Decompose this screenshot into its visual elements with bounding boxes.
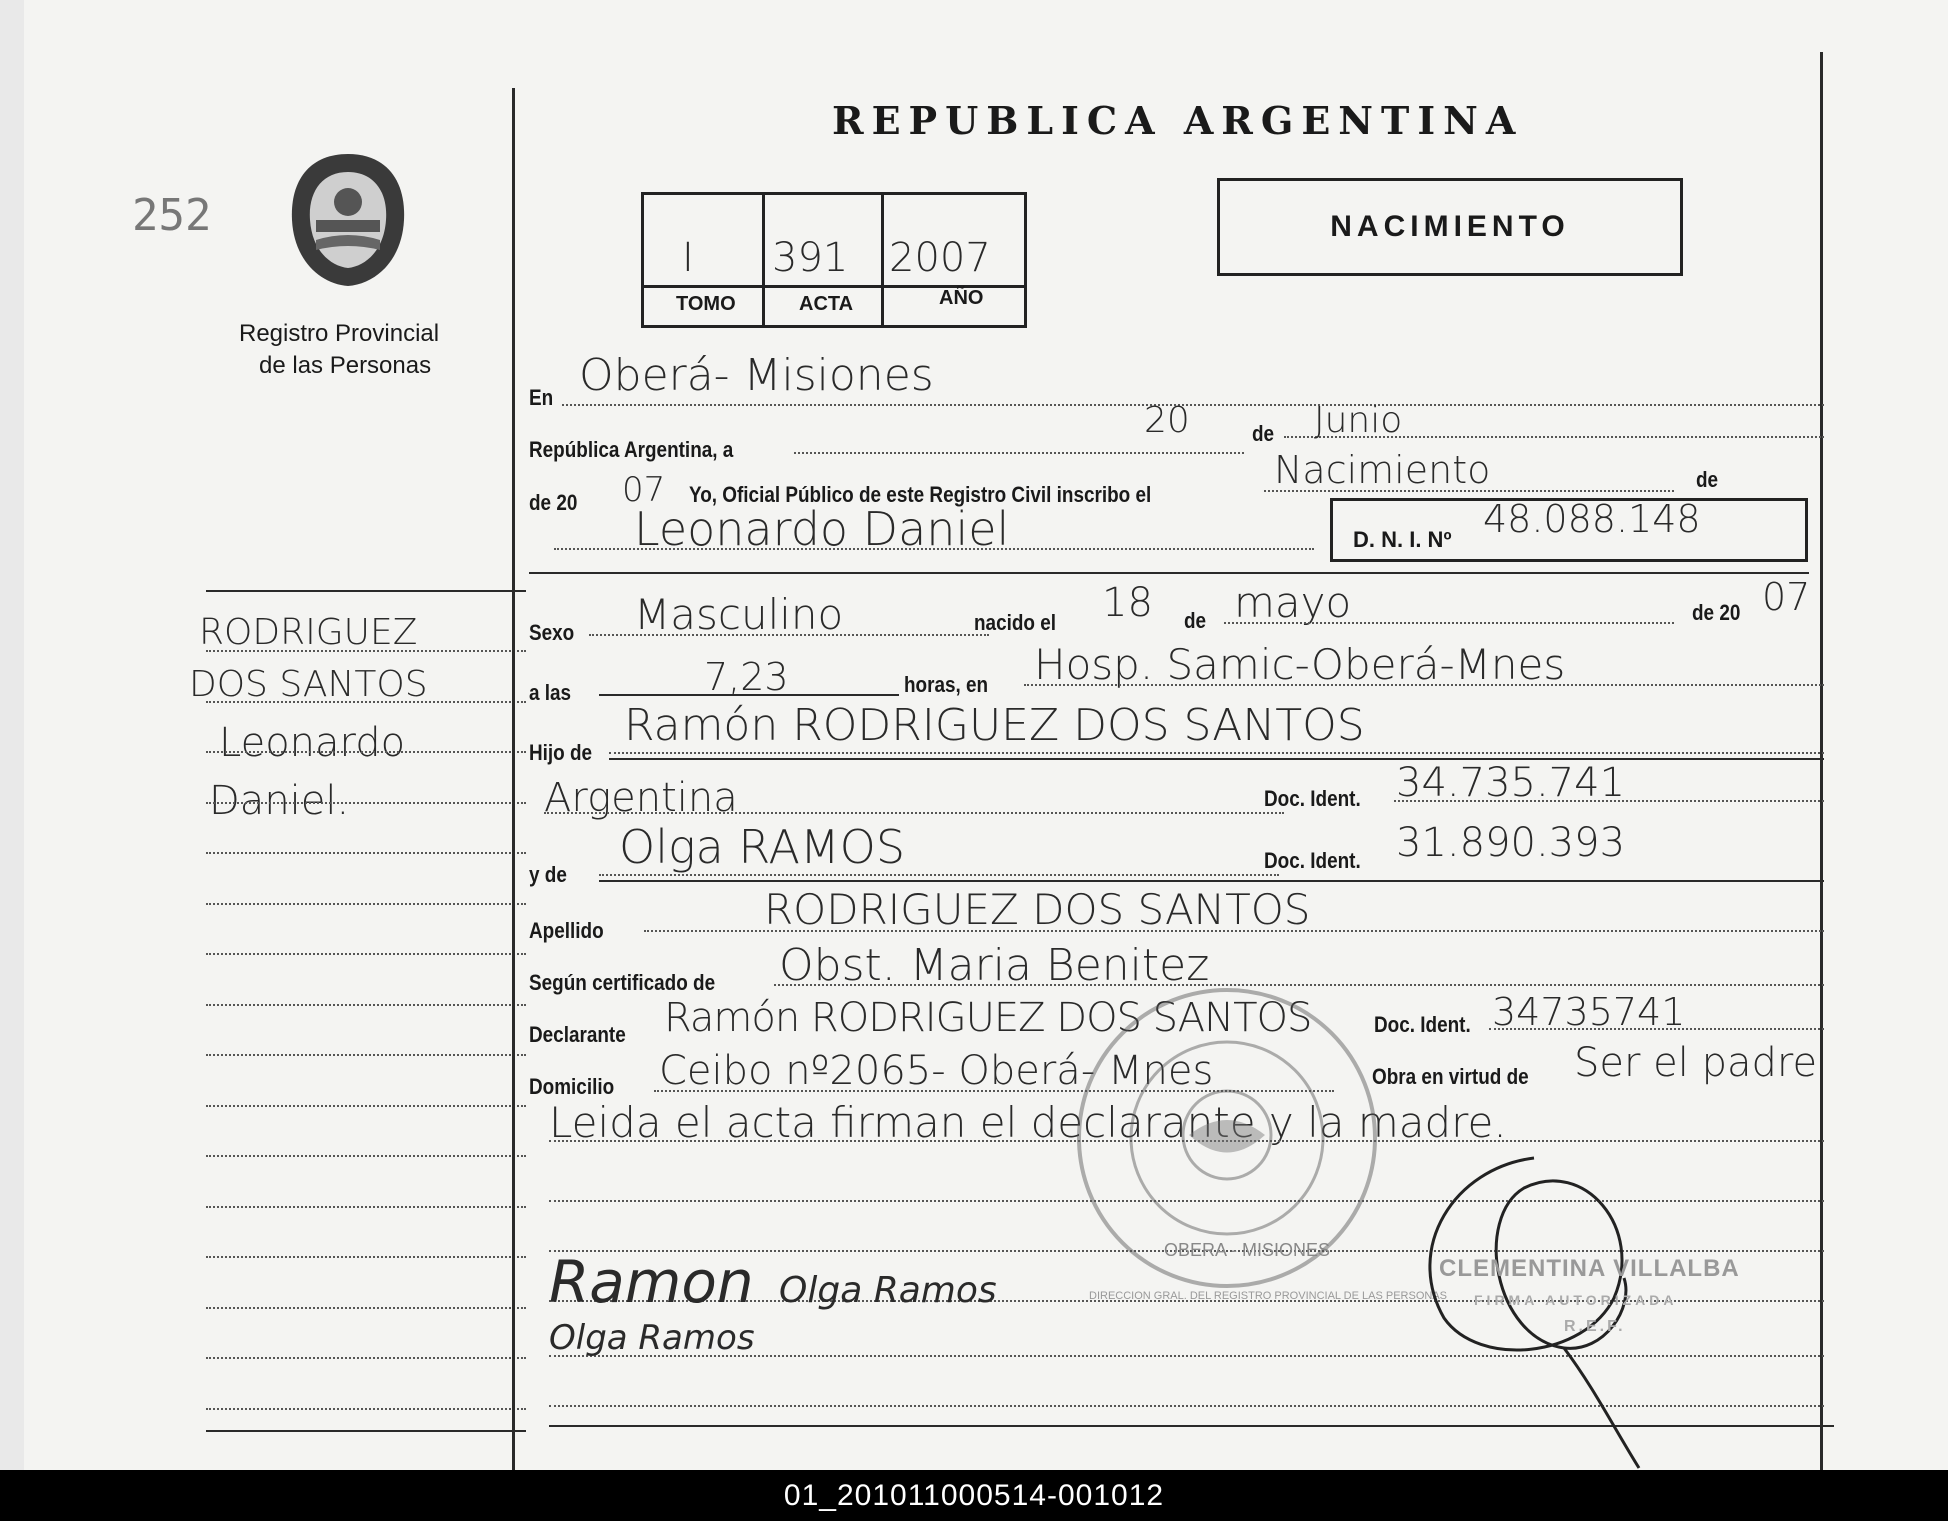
- label-de-nac: de: [1184, 608, 1207, 633]
- acta-label: ACTA: [799, 293, 854, 315]
- official-name: CLEMENTINA VILLALBA: [1439, 1255, 1740, 1282]
- margin-name-4: Daniel.: [209, 778, 350, 824]
- right-border: [1820, 52, 1823, 1470]
- caption-text: 01_201011000514-001012: [783, 1478, 1165, 1512]
- margin-dotted-line: [206, 1307, 526, 1309]
- registry-line-2: de las Personas: [259, 352, 432, 379]
- tomo-label: TOMO: [676, 293, 736, 315]
- value-lugar: Oberá- Misiones: [579, 350, 934, 401]
- label-hijo: Hijo de: [529, 740, 593, 765]
- label-declarante: Declarante: [529, 1022, 626, 1047]
- margin-dotted-line: [206, 953, 526, 955]
- record-type: NACIMIENTO: [1330, 210, 1570, 243]
- value-certificado: Obst. Maria Benitez: [779, 940, 1210, 991]
- label-yde: y de: [529, 862, 567, 887]
- signature-2: Olga Ramos: [779, 1270, 997, 1311]
- margin-dotted-line: [206, 802, 526, 804]
- label-obra: Obra en virtud de: [1372, 1064, 1529, 1089]
- value-nac-mes: mayo: [1234, 578, 1352, 627]
- official-role: FIRMA AUTORIZADA: [1474, 1292, 1678, 1308]
- signature-3: Olga Ramos: [549, 1318, 755, 1358]
- value-dia: 20: [1144, 400, 1190, 441]
- record-number-box: [641, 192, 1027, 328]
- label-doc-madre: Doc. Ident.: [1264, 848, 1361, 873]
- margin-dotted-line: [206, 1004, 526, 1006]
- label-nacido: nacido el: [974, 610, 1057, 635]
- value-apellido: RODRIGUEZ DOS SANTOS: [764, 885, 1311, 934]
- value-nota: Leida el acta firman el declarante y la madre.: [549, 1098, 1507, 1147]
- tomo-value: I: [682, 235, 694, 281]
- record-type-box: [1217, 178, 1683, 276]
- label-dni: D. N. I. Nº: [1353, 527, 1452, 552]
- label-sexo: Sexo: [529, 620, 575, 645]
- stamp-outer-text: DIRECCION GRAL. DEL REGISTRO PROVINCIAL DE LAS PERSONAS: [1089, 1290, 1447, 1302]
- margin-dotted-line: [206, 1054, 526, 1056]
- label-en: En: [529, 385, 554, 410]
- value-madre: Olga RAMOS: [619, 820, 906, 874]
- margin-dotted-line: [206, 1206, 526, 1208]
- label-doc-padre: Doc. Ident.: [1264, 786, 1361, 811]
- acta-value: 391: [772, 235, 849, 281]
- margin-dotted-line: [206, 1256, 526, 1258]
- value-madre-doc: 31.890.393: [1396, 820, 1626, 866]
- label-horas: horas, en: [904, 672, 989, 697]
- margin-dotted-line: [206, 1408, 526, 1410]
- label-de-20-nac: de 20: [1692, 600, 1741, 625]
- value-padre-doc: 34.735.741: [1396, 760, 1626, 806]
- value-nombre: Leonardo Daniel: [634, 502, 1010, 556]
- signature-1: Ramon: [549, 1248, 754, 1316]
- margin-name-3: Leonardo: [219, 720, 406, 766]
- registry-line-1: Registro Provincial: [239, 320, 440, 347]
- margin-dotted-line: [206, 903, 526, 905]
- label-republica: República Argentina, a: [529, 437, 734, 462]
- page-number: 252: [132, 190, 212, 241]
- value-virtud: Ser el padre: [1574, 1040, 1818, 1086]
- label-de-20: de 20: [529, 490, 578, 515]
- registry-seal: [286, 150, 410, 290]
- value-lugar-nac: Hosp. Samic-Oberá-Mnes: [1034, 640, 1566, 689]
- column-divider: [512, 88, 515, 1470]
- anio-label: AÑO: [939, 287, 984, 309]
- margin-dotted-line: [206, 650, 526, 652]
- official-code: R.E.F.: [1564, 1318, 1626, 1335]
- label-doc-declarante: Doc. Ident.: [1374, 1012, 1471, 1037]
- margin-dotted-line: [206, 1105, 526, 1107]
- value-nac-dia: 18: [1102, 580, 1153, 626]
- label-segun: Según certificado de: [529, 970, 716, 995]
- anio-value: 2007: [889, 235, 991, 281]
- value-declarante: Ramón RODRIGUEZ DOS SANTOS: [664, 995, 1312, 1041]
- value-nac-anio: 07: [1762, 575, 1811, 619]
- margin-name-1: RODRIGUEZ: [199, 612, 418, 653]
- label-domicilio: Domicilio: [529, 1074, 615, 1099]
- document-title: REPUBLICA ARGENTINA: [832, 98, 1524, 143]
- value-declarante-doc: 34735741: [1492, 990, 1686, 1034]
- value-sexo: Masculino: [634, 590, 844, 639]
- value-tipo: Nacimiento: [1274, 448, 1491, 492]
- value-nacionalidad: Argentina: [544, 775, 738, 821]
- image-caption: [0, 1470, 1948, 1521]
- margin-dotted-line: [206, 701, 526, 703]
- margin-dotted-line: [206, 1357, 526, 1359]
- value-mes: Junio: [1314, 400, 1403, 441]
- label-de-mes: de: [1252, 421, 1275, 446]
- label-yo: Yo, Oficial Público de este Registro Civil inscribo el: [689, 482, 1152, 507]
- label-alas: a las: [529, 680, 572, 705]
- certificate-page: [24, 0, 1948, 1470]
- label-apellido: Apellido: [529, 918, 604, 943]
- label-de-tipo: de: [1696, 467, 1719, 492]
- margin-dotted-line: [206, 852, 526, 854]
- value-padre: Ramón RODRIGUEZ DOS SANTOS: [624, 700, 1365, 751]
- margin-dotted-line: [206, 1155, 526, 1157]
- margin-dotted-line: [206, 751, 526, 753]
- stamp-inner-text: OBERA - MISIONES: [1164, 1240, 1331, 1260]
- value-domicilio: Ceibo nº2065- Oberá- Mnes: [659, 1048, 1214, 1094]
- value-anio: 07: [622, 470, 666, 510]
- value-hora: 7,23: [704, 655, 789, 699]
- value-dni: 48.088.148: [1483, 497, 1701, 541]
- margin-name-2: DOS SANTOS: [189, 664, 428, 705]
- dni-box: [1330, 498, 1808, 562]
